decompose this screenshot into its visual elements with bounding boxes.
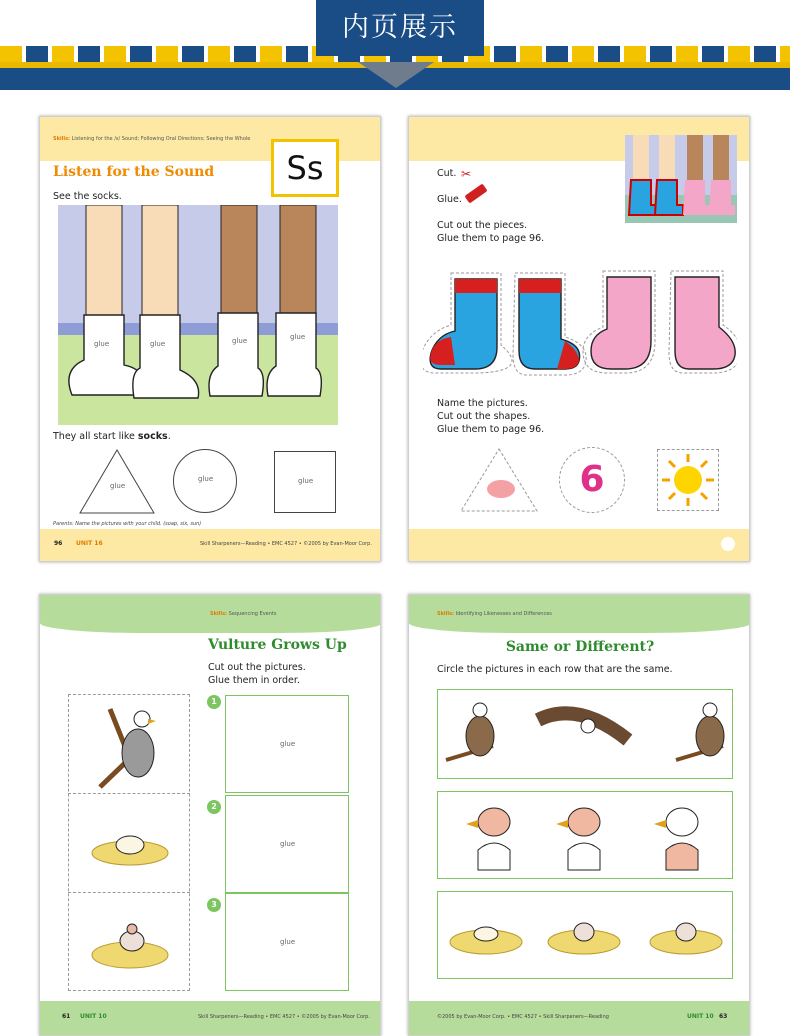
skills-line — [437, 611, 552, 617]
triangle-soap-cutout — [459, 447, 539, 513]
page-cutouts-socks — [408, 116, 750, 562]
page-vulture-grows-up — [39, 594, 381, 1036]
letter-box: Ss — [271, 139, 339, 197]
glue-text-3: glue — [280, 938, 296, 946]
bottom-sentence-text: They all start like — [53, 431, 138, 442]
skills-line — [210, 611, 276, 617]
glue-text-2: glue — [280, 840, 296, 848]
instructions-shapes: Name the pictures. Cut out the shapes. Glue them to page 96. — [437, 398, 545, 435]
page-number: 61 — [62, 1013, 71, 1020]
socks-illustration — [58, 205, 338, 425]
row-perched-vultures — [437, 689, 733, 779]
glue-stick-icon — [464, 184, 487, 204]
page-listen-for-sound — [39, 116, 381, 562]
instruction: Cut out the pictures. Glue them in order. — [208, 662, 306, 686]
socks-legs-art — [58, 205, 338, 425]
page-title: Listen for the Sound — [53, 164, 215, 180]
glue-label-1: glue — [94, 340, 110, 348]
chick-in-nest-picture — [88, 917, 172, 969]
skills-label: Skills: — [437, 611, 455, 617]
scissors-icon: ✂ — [461, 167, 472, 181]
glue-label-3: glue — [232, 337, 248, 345]
row-vulture-heads — [437, 791, 733, 879]
step-number-1: 1 — [207, 695, 221, 709]
bottom-sentence-bold: socks — [137, 431, 168, 442]
down-arrow-icon — [358, 62, 434, 88]
footer-credit: ©2005 by Evan-Moor Corp. • EMC 4527 • Skill Sharpeners—Reading — [437, 1014, 609, 1020]
socks-thumbnail-art — [625, 135, 737, 223]
unit-label: UNIT 10 — [80, 1013, 107, 1020]
socks-thumbnail — [625, 135, 737, 223]
page-number: 96 — [54, 540, 63, 547]
glue-circle: glue — [198, 475, 214, 483]
footer-credit: Skill Sharpeners—Reading • EMC 4527 • ©2005 by Evan-Moor Corp. — [200, 541, 372, 547]
instruction: See the socks. — [53, 191, 122, 202]
sock-cutouts — [423, 267, 737, 377]
unit-label: UNIT 10 — [687, 1013, 714, 1020]
unit-label: UNIT 16 — [76, 540, 103, 547]
sock-cutouts-art — [423, 267, 737, 377]
step-number-3: 3 — [207, 898, 221, 912]
sun-icon — [658, 450, 718, 510]
glue-square: glue — [298, 477, 314, 485]
page-footer — [409, 529, 750, 562]
footer-credit: Skill Sharpeners—Reading • EMC 4527 • ©2005 by Evan-Moor Corp. — [198, 1014, 370, 1020]
banner-title: 内页展示 — [316, 0, 484, 56]
parents-note: Parents: Name the pictures with your child. (soap, six, sun) — [53, 521, 202, 527]
footer-circle-icon — [721, 537, 735, 551]
vulture-adult-picture — [90, 699, 170, 789]
six-circle-cutout: 6 — [559, 447, 625, 513]
glue-triangle: glue — [110, 482, 126, 490]
page-number: 63 — [719, 1013, 728, 1020]
glue-label-4: glue — [290, 333, 306, 341]
page-title: Same or Different? — [505, 639, 655, 655]
cutout-divider-2 — [68, 892, 190, 893]
instruction: Circle the pictures in each row that are the same. — [437, 664, 673, 675]
glue-label-2: glue — [150, 340, 166, 348]
bottom-sentence: They all start like socks. — [53, 431, 171, 442]
instructions-pieces: Cut out the pieces. Glue them to page 96. — [437, 220, 545, 244]
skills-text: Sequencing Events — [228, 611, 277, 617]
nests-art — [438, 892, 732, 978]
skills-text: Listening for the /s/ Sound; Following Oral Directions; Seeing the Whole — [71, 136, 251, 142]
step-number-2: 2 — [207, 800, 221, 814]
egg-in-nest-picture — [88, 823, 172, 867]
glue-text-1: glue — [280, 740, 296, 748]
vulture-heads-art — [438, 792, 732, 878]
page-title: Vulture Grows Up — [208, 637, 347, 653]
glue-label: Glue. — [437, 194, 462, 205]
row-nests — [437, 891, 733, 979]
cut-label: Cut. — [437, 168, 457, 179]
skills-label: Skills: — [53, 136, 71, 142]
page-same-or-different — [408, 594, 750, 1036]
skills-label: Skills: — [210, 611, 228, 617]
skills-text: Identifying Likenesses and Differences — [455, 611, 552, 617]
cutout-divider-1 — [68, 793, 190, 794]
perched-vultures-art — [438, 690, 732, 778]
sun-square-cutout — [657, 449, 719, 511]
